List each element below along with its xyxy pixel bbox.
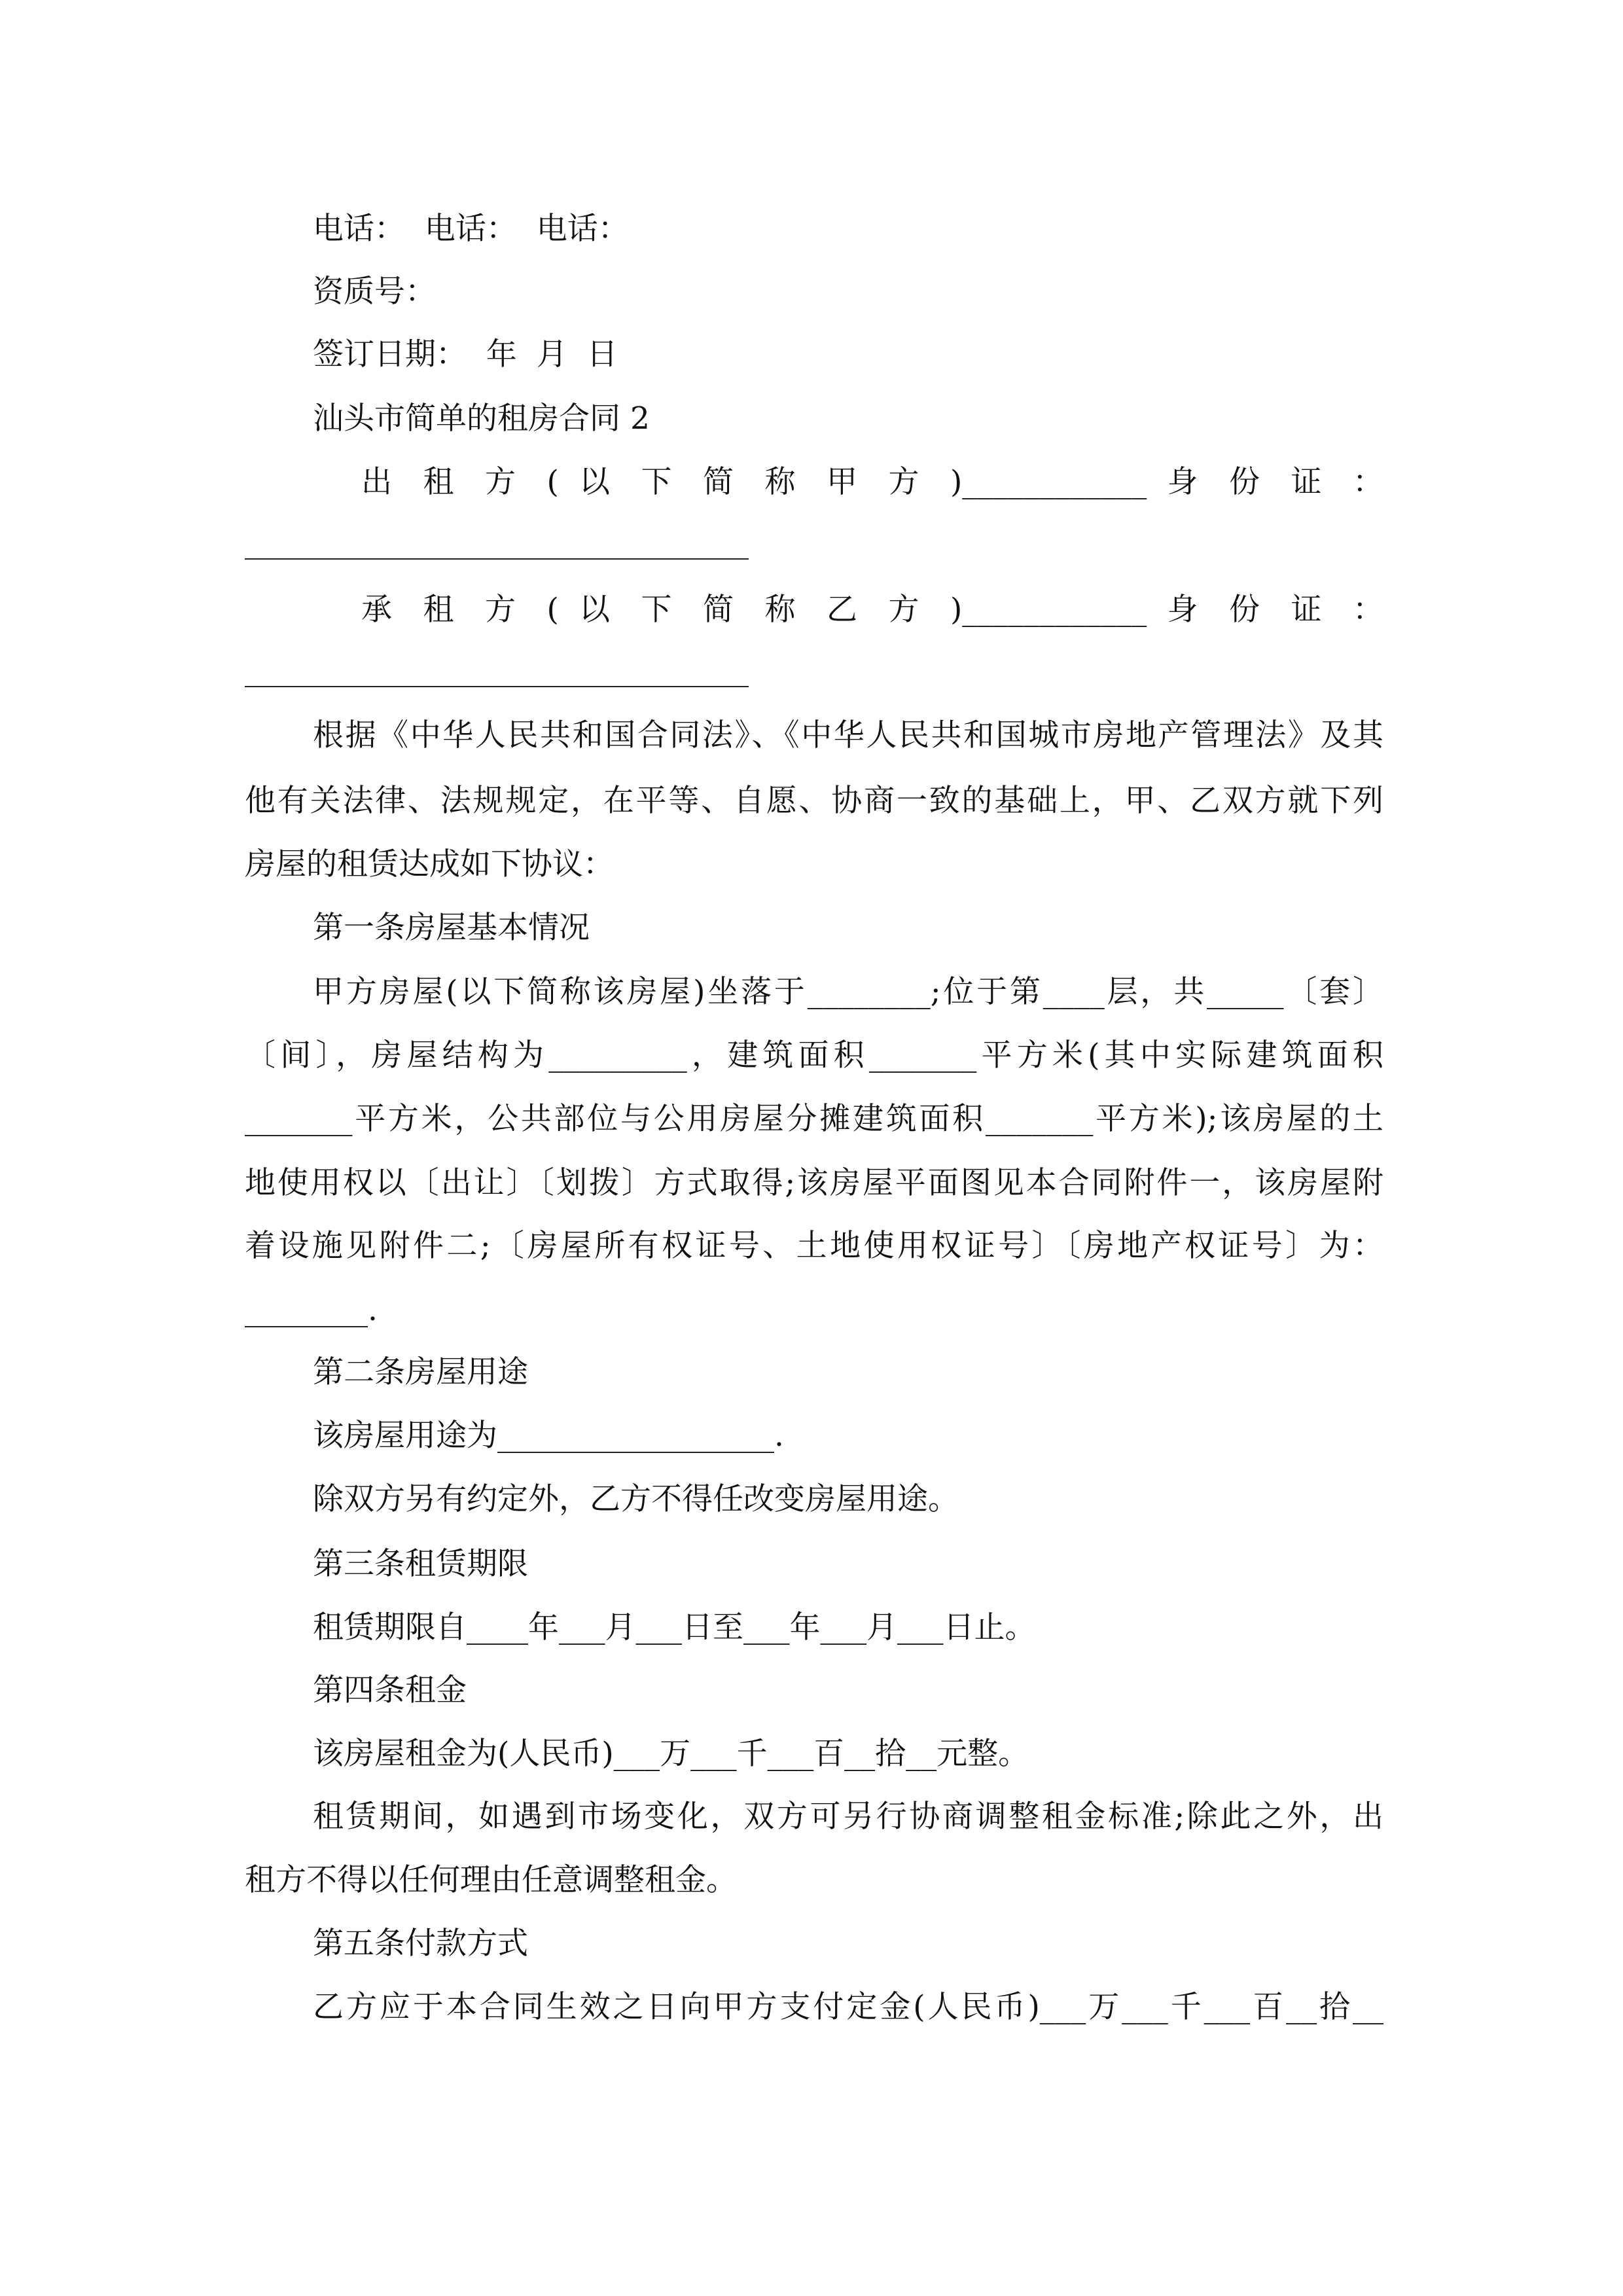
article-2-line-2: 除双方另有约定外，乙方不得任改变房屋用途。 (313, 1481, 959, 1517)
preamble-line-3: 房屋的租赁达成如下协议： (245, 846, 614, 882)
qualification-number-line: 资质号： (313, 274, 436, 310)
article-5-heading: 第五条付款方式 (313, 1926, 528, 1962)
article-4-line-3: 租方不得以任何理由任意调整租金。 (245, 1862, 737, 1898)
article-5-line-1: 乙方应于本合同生效之日向甲方支付定金(人民币)___万___千___百__拾__ (313, 1989, 1383, 2025)
article-1-line-5: 着设施见附件二;〔房屋所有权证号、土地使用权证号〕〔房地产权证号〕为： (245, 1228, 1383, 1264)
lessor-id-blank (245, 558, 749, 560)
document-title: 汕头市简单的租房合同 2 (313, 401, 650, 437)
article-4-line-2: 租赁期间，如遇到市场变化，双方可另行协商调整租金标准;除此之外，出 (313, 1799, 1383, 1835)
article-1-line-4: 地使用权以〔出让〕〔划拨〕方式取得;该房屋平面图见本合同附件一，该房屋附 (245, 1165, 1383, 1201)
article-1-line-3: _______平方米，公共部位与公用房屋分摊建筑面积_______平方米);该房屋的土 (245, 1101, 1383, 1137)
preamble-line-1: 根据《中华人民共和国合同法》、《中华人民共和国城市房地产管理法》及其 (313, 717, 1383, 753)
preamble-line-2: 他有关法律、法规规定，在平等、自愿、协商一致的基础上，甲、乙双方就下列 (245, 783, 1383, 819)
lessee-id-blank (245, 686, 749, 687)
article-4-heading: 第四条租金 (313, 1672, 467, 1708)
article-4-line-1: 该房屋租金为(人民币)___万___千___百__拾__元整。 (313, 1736, 1029, 1772)
article-3-heading: 第三条租赁期限 (313, 1546, 528, 1582)
article-2-line-1: 该房屋用途为__________________. (313, 1418, 784, 1454)
article-2-heading: 第二条房屋用途 (313, 1354, 528, 1390)
article-1-line-6: ________. (245, 1292, 378, 1328)
article-1-heading: 第一条房屋基本情况 (313, 910, 590, 946)
lessor-line: 出 租 方 ( 以 下 简 称 甲 方 )____________ 身 份 证 ： (361, 464, 1383, 500)
phone-line: 电话： 电话： 电话： (313, 211, 629, 247)
article-1-line-1: 甲方房屋(以下简称该房屋)坐落于________;位于第____层，共_____〔套〕 (313, 974, 1383, 1010)
article-3-line-1: 租赁期限自____年___月___日至___年___月___日止。 (313, 1609, 1036, 1645)
article-1-line-2: 〔间〕，房屋结构为_________，建筑面积_______平方米(其中实际建筑面积 (245, 1037, 1383, 1073)
lessee-line: 承 租 方 ( 以 下 简 称 乙 方 )____________ 身 份 证 ： (361, 592, 1383, 628)
signing-date-line: 签订日期： 年 月 日 (313, 336, 618, 372)
